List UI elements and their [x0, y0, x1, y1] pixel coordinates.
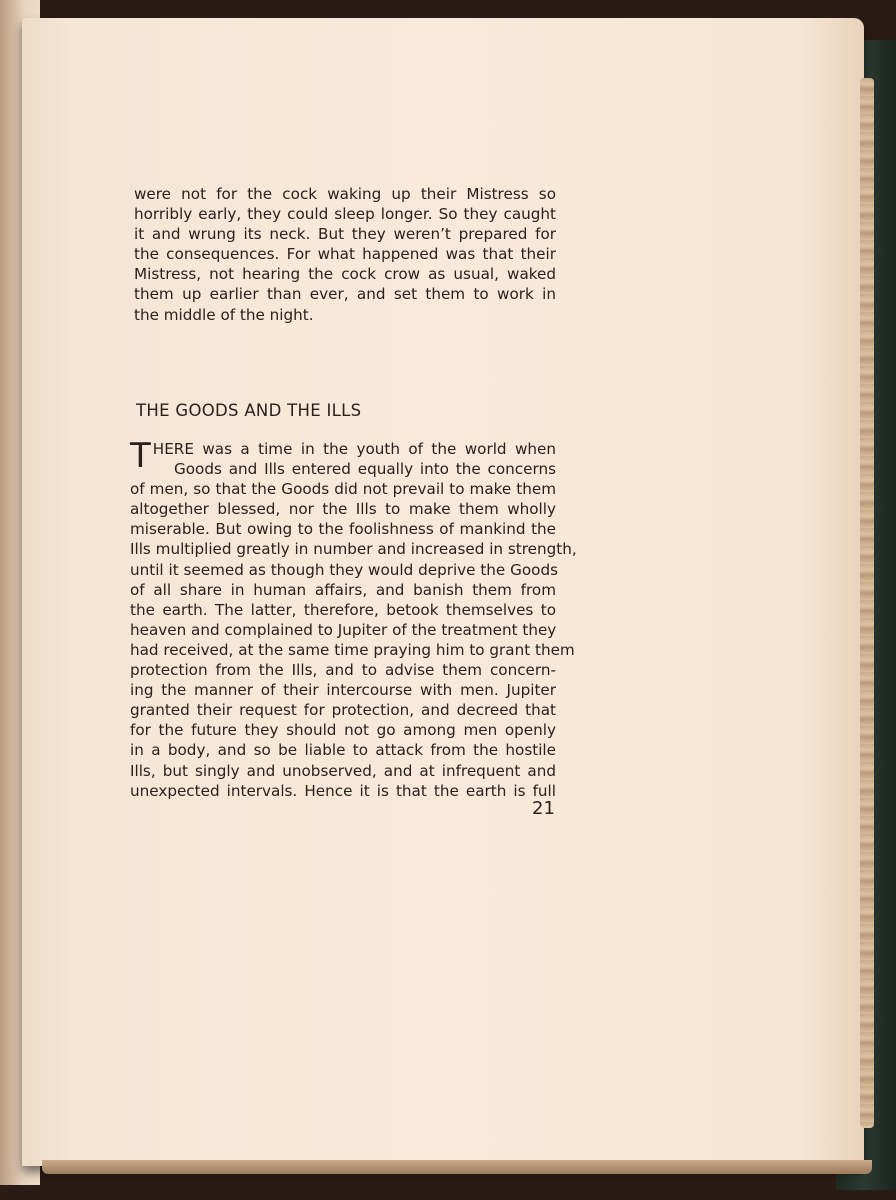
text-line: it and wrung its neck. But they weren’t prepared for: [134, 225, 556, 244]
text-line: until it seemed as though they would deprive the Goods: [130, 560, 558, 579]
text-line: for the future they should not go among men openly: [130, 721, 556, 740]
text-line: them up earlier than ever, and set them to work in: [134, 285, 556, 304]
text-line: horribly early, they could sleep longer. So they caught: [134, 205, 556, 224]
text-line: the consequences. For what happened was that their: [134, 245, 556, 264]
text-line: the middle of the night.: [134, 305, 314, 324]
text-line: the earth. The latter, therefore, betook themselves to: [130, 600, 556, 619]
text-line: HERE was a time in the youth of the world when: [152, 440, 556, 458]
text-line: Mistress, not hearing the cock crow as usual, waked: [134, 265, 556, 284]
text-line: altogether blessed, nor the Ills to make them wholly: [130, 500, 556, 519]
text-line: granted their request for protection, and decreed that: [130, 701, 556, 720]
text-line: miserable. But owing to the foolishness of mankind the: [130, 520, 556, 539]
text-line: heaven and complained to Jupiter of the treatment they: [130, 620, 557, 639]
story-body: [130, 436, 577, 801]
text-line: ing the manner of their intercourse with men. Jupiter: [130, 681, 556, 700]
story-title: THE GOODS AND THE ILLS: [136, 401, 362, 420]
text-line: had received, at the same time praying him to grant them: [130, 640, 575, 659]
text-line: of all share in human affairs, and banish them from: [130, 580, 556, 599]
page-bottom-edge: [42, 1160, 872, 1174]
text-line: in a body, and so be liable to attack from the hostile: [130, 741, 556, 760]
page-deckle-edge: [860, 78, 874, 1128]
drop-cap: T: [130, 436, 151, 476]
page-number: 21: [532, 798, 555, 819]
text-line: protection from the Ills, and to advise them concern-: [130, 661, 556, 680]
text-line: of men, so that the Goods did not prevail to make them: [130, 480, 556, 499]
paragraph-text: [130, 436, 577, 801]
paragraph-text: [134, 184, 556, 325]
text-line: were not for the cock waking up their Mistress so: [134, 185, 556, 203]
text-line: Ills multiplied greatly in number and increased in strength,: [130, 540, 577, 559]
text-line: Goods and Ills entered equally into the concerns: [174, 460, 556, 479]
text-line: unexpected intervals. Hence it is that the earth is full: [130, 781, 556, 800]
book-page: [22, 18, 864, 1166]
continued-paragraph: [134, 184, 556, 325]
text-line: Ills, but singly and unobserved, and at infrequent and: [130, 761, 556, 780]
